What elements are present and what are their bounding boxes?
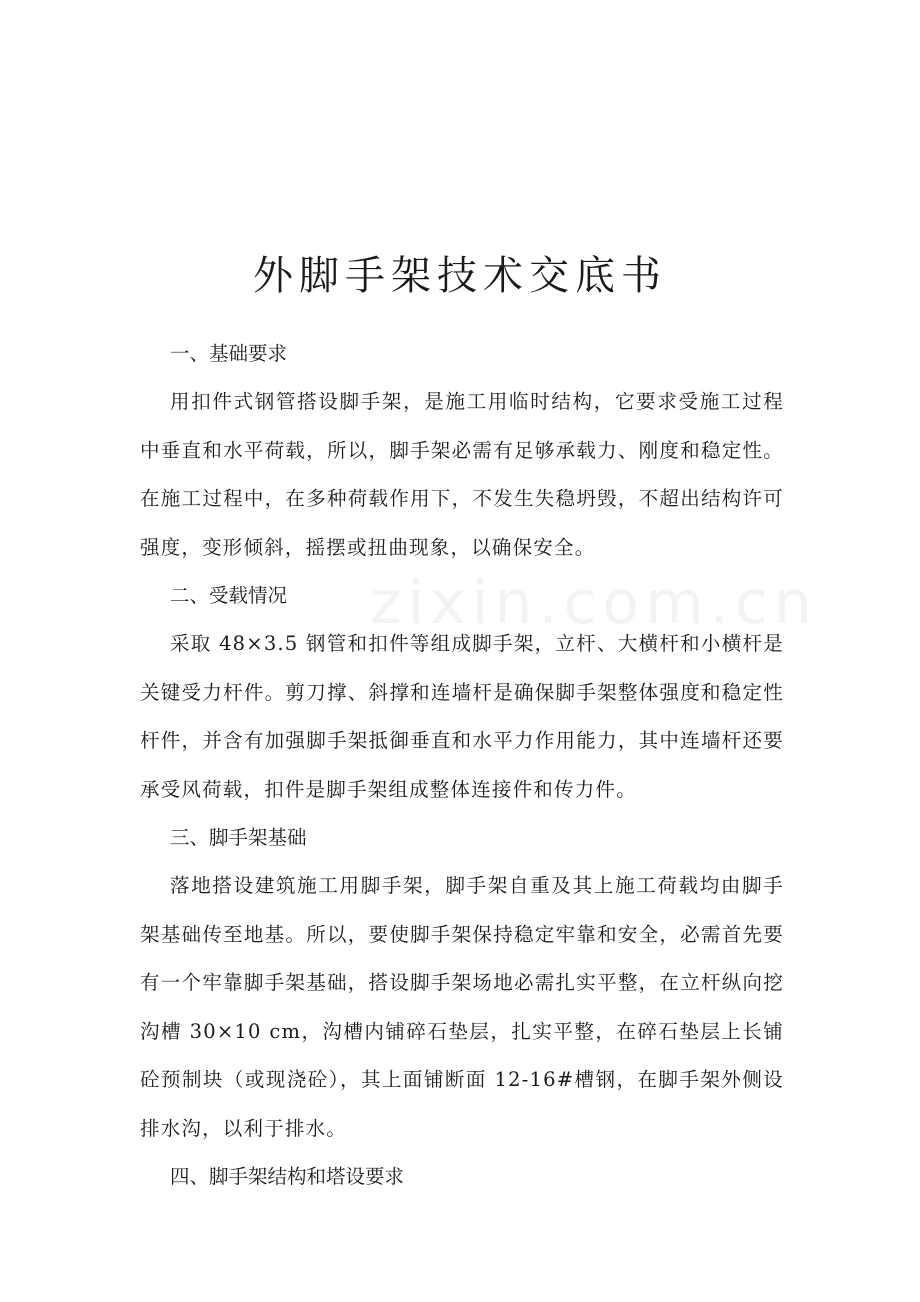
section-heading-2: 二、受载情况	[170, 584, 288, 607]
section-paragraph-3: 落地搭设建筑施工用脚手架，脚手架自重及其上施工荷载均由脚手架基础传至地基。所以，要使脚手架保持稳定牢靠和安全，必需首先要有一个牢靠脚手架基础，搭设脚手架场地必需扎实平整，在立杆纵向挖沟槽 30×10 cm，沟槽内铺碎石垫层，扎实平整，在碎石垫层上长铺砼预制块（或现浇砼），其上面铺断面 12-16#槽钢，在脚手架外侧设排水沟，以利于排水。	[140, 874, 784, 1140]
section-heading-3: 三、脚手架基础	[170, 826, 307, 849]
section-paragraph-1: 用扣件式钢管搭设脚手架，是施工用临时结构，它要求受施工过程中垂直和水平荷载，所以，脚手架必需有足够承载力、刚度和稳定性。在施工过程中，在多种荷载作用下，不发生失稳坍毁，不超出结构许可强度，变形倾斜，摇摆或扭曲现象，以确保安全。	[140, 390, 784, 559]
section-heading-1: 一、基础要求	[170, 342, 288, 365]
section-heading-4: 四、脚手架结构和塔设要求	[170, 1165, 405, 1188]
document-body	[140, 330, 784, 1201]
watermark: zixin.com.cn	[370, 568, 818, 638]
document-title: 外脚手架技术交底书	[253, 253, 667, 299]
section-paragraph-2: 采取 48×3.5 钢管和扣件等组成脚手架，立杆、大横杆和小横杆是关键受力杆件。剪刀撑、斜撑和连墙杆是确保脚手架整体强度和稳定性杆件，并含有加强脚手架抵御垂直和水平力作用能力，其中连墙杆还要承受风荷载，扣件是脚手架组成整体连接件和传力件。	[140, 632, 784, 801]
